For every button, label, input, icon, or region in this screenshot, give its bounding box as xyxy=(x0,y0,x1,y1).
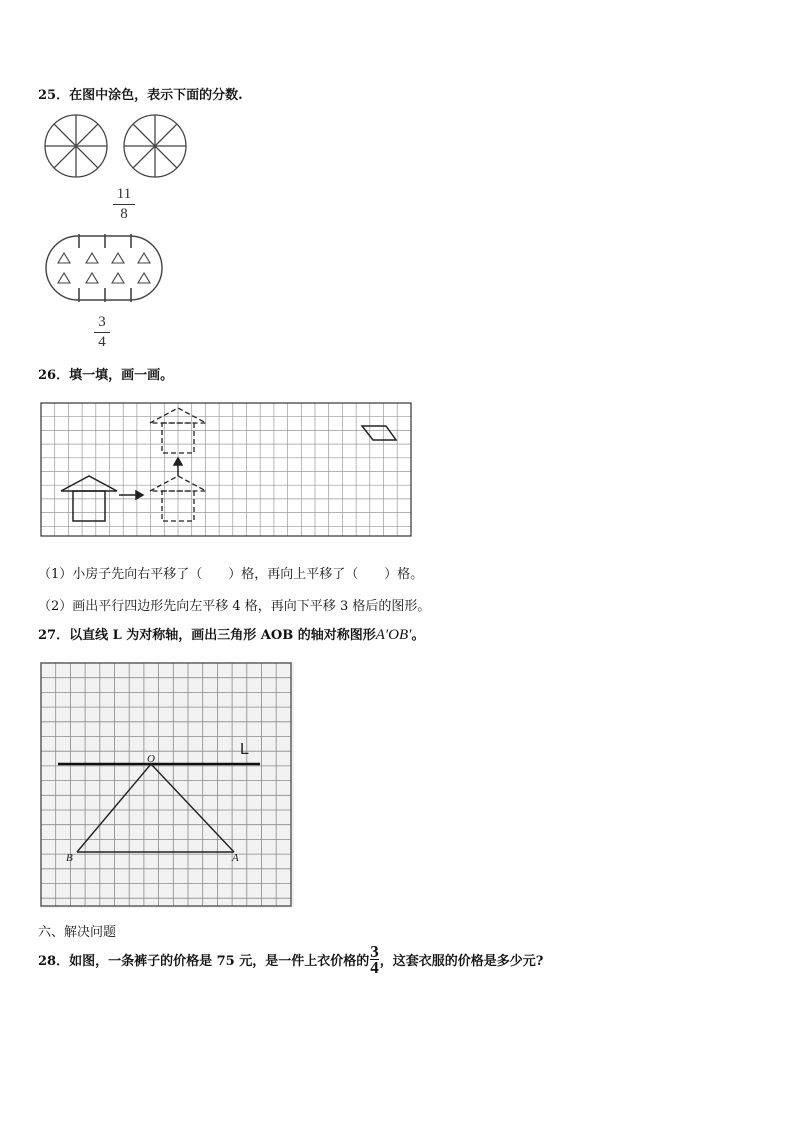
q27-figure-name: A′OB′ xyxy=(375,627,412,643)
circle-1 xyxy=(45,115,107,177)
q25-triangles-figure xyxy=(44,232,166,302)
q28-fraction xyxy=(370,944,379,975)
fraction-numerator: 11 xyxy=(116,186,132,202)
q27-text: 27．以直线 L 为对称轴，画出三角形 AOB 的轴对称图形 xyxy=(38,628,376,643)
fraction-numerator: 3 xyxy=(98,314,106,330)
label-a: A xyxy=(232,852,239,864)
fraction-denominator: 8 xyxy=(120,206,128,222)
q28-text-after: ，这套衣服的价格是多少元? xyxy=(379,954,544,969)
section-6-title: 六、解决问题 xyxy=(38,925,117,940)
fraction-three-quarters xyxy=(94,314,110,351)
q28-text-before: 28．如图，一条裤子的价格是 75 元，是一件上衣价格的 xyxy=(38,954,370,969)
fraction-bar xyxy=(113,204,135,205)
q25-circles-figure xyxy=(40,112,200,186)
q26-grid-figure xyxy=(40,402,414,538)
q28-prompt xyxy=(38,944,543,975)
label-l: L xyxy=(240,741,249,758)
q26-line2: （2）画出平行四边形先向左平移 4 格，再向下平移 3 格后的图形。 xyxy=(38,599,431,614)
fraction-eleven-eighths xyxy=(113,186,135,223)
triangle-icons xyxy=(58,253,150,283)
label-o: O xyxy=(147,753,155,765)
q26-prompt: 26．填一填，画一画。 xyxy=(38,368,174,383)
q27-prompt xyxy=(38,624,424,644)
arrow-up xyxy=(174,458,182,476)
parallelogram xyxy=(362,426,396,440)
fraction-denominator: 4 xyxy=(370,958,379,977)
label-b: B xyxy=(66,852,73,864)
arrow-right xyxy=(119,491,143,499)
q27-end: 。 xyxy=(411,628,425,643)
circle-2 xyxy=(124,115,186,177)
q26-line1: （1）小房子先向右平移了（ ）格，再向上平移了（ ）格。 xyxy=(38,567,424,582)
q27-grid-figure xyxy=(40,662,294,908)
fraction-numerator: 3 xyxy=(370,942,379,961)
fraction-bar xyxy=(94,332,110,333)
house-original xyxy=(61,476,117,521)
q25-prompt: 25．在图中涂色，表示下面的分数. xyxy=(38,88,243,103)
fraction-denominator: 4 xyxy=(98,334,106,350)
